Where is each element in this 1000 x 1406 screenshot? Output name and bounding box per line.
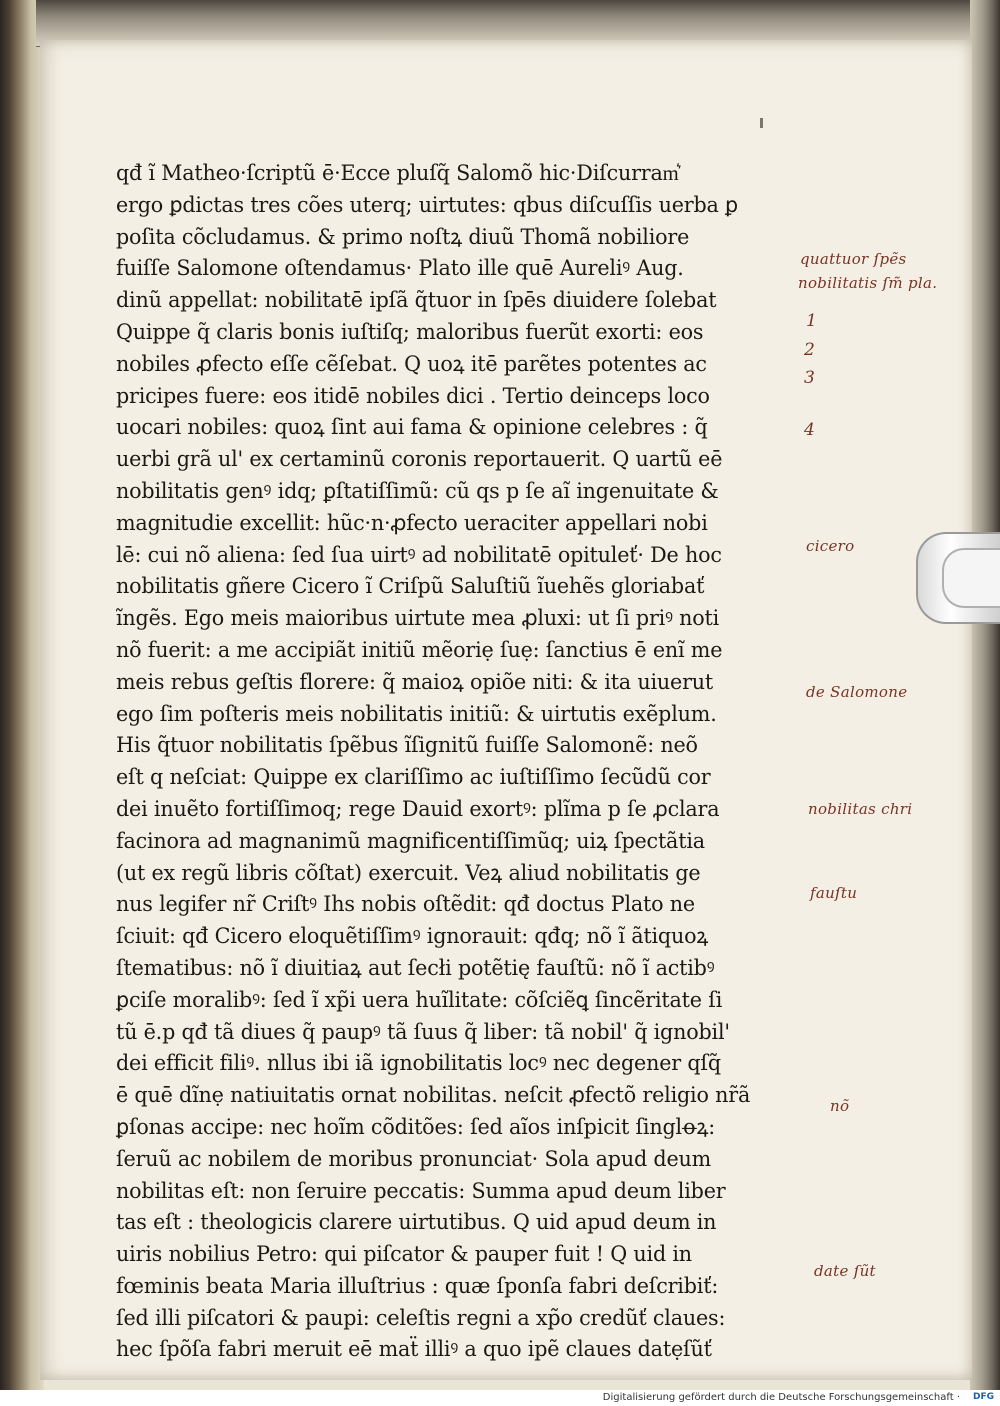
digitization-credit-bar	[0, 1390, 1000, 1406]
text-line: fœminis beata Maria illuſtrius : quæ ſponſa fabri deſcribiť:	[116, 1273, 719, 1298]
text-line: ꝑciſe moralibꝰ: ſed ĩ xp̃i uera huĩlitate: cõſciẽꝗ ſincẽritate ſi	[116, 987, 723, 1012]
marginal-note: nobilitas chri	[808, 800, 913, 818]
text-line: nõ fuerit: a me accipiãt initiũ mẽoriẹ ſuẹ: ſanctius ē enĩ me	[116, 637, 723, 662]
marginal-number: 2	[804, 340, 816, 360]
text-line: ĩngẽs. Ego meis maioribus uirtute mea ꝓluxi: ut ſi priꝰ noti	[116, 606, 720, 631]
text-line: ſed illi piſcatori & paupi: celeſtis regni a xp̃o credũť claues:	[116, 1305, 726, 1330]
marginal-number: 3	[804, 368, 816, 388]
text-line: nobilitatis genꝰ idq; ꝑſtatiſſimũ: cũ qs p ſe aĩ ingenuitate &	[116, 478, 719, 503]
text-line: meis rebus geſtis florere: q̃ maioꝝ opiõe niti: & ita uiuerut	[116, 669, 714, 694]
text-line: nobiles ꝓfecto eſſe cẽſebat. Q uoꝝ itē parẽtes potentes ac	[116, 351, 707, 376]
text-line: ſciuit: qđ Cicero eloquẽtiſſimꝰ ignorauit: qđq; nõ ĩ ãtiquoꝝ	[116, 924, 709, 949]
text-line: uocari nobiles: quoꝝ ſint aui fama & opinione celebres : q̃	[116, 415, 708, 440]
marginal-note: cicero	[806, 537, 855, 555]
text-line: ē quē dĩnẹ natiuitatis ornat nobilitas. neſcit ꝓfectõ religio nr̃ã	[116, 1083, 751, 1108]
text-line: pricipes fuere: eos itidē nobiles dici . Tertio deinceps loco	[116, 383, 710, 408]
marginal-note: date ſũt	[814, 1262, 876, 1280]
marginal-number: 1	[806, 311, 818, 331]
text-line: hec ſpõſa fabri meruit eē maẗ illiꝰ a quo ipẽ claues datẹſũť	[116, 1337, 712, 1362]
text-line: fuiſſe Salomone oſtendamus· Plato ille quē Aureliꝰ Aug.	[116, 256, 684, 281]
text-line: His q̃tuor nobilitatis ſpẽbus ĩſignitũ fuiſſe Salomonẽ: neõ	[116, 733, 698, 758]
marginal-note: nõ	[830, 1097, 850, 1115]
text-line: dinũ appellat: nobilitatē ipſã q̃tuor in ſpēs diuidere ſolebat	[116, 288, 717, 313]
text-line: nobilitatis gñere Cicero ĩ Criſpũ Saluſtiũ ĩuehẽs gloriabať	[116, 574, 705, 599]
marginal-note: de Salomone	[806, 683, 908, 701]
text-line: eſt q neſciat: Quippe ex clariſſimo ac iuſtiſſimo ſecũdũ cor	[116, 765, 711, 790]
page-clip-ring	[942, 548, 1000, 608]
text-line: Quippe q̃ claris bonis iuſtiſq; maloribus fuerũt exorti: eos	[116, 319, 704, 344]
ink-mark	[760, 118, 763, 128]
marginal-note: quattuor ſpẽs	[800, 250, 907, 268]
text-line: ꝑſonas accipe: nec hoĩm cõditões: ſed aĩos inſpicit ſinglꝋꝝ:	[116, 1114, 716, 1139]
book-spine	[0, 0, 44, 1390]
text-line: tũ ē.p qđ tã diues q̃ paupꝰ tã ſuus q̃ liber: tã nobil' q̃ ignobil'	[116, 1019, 730, 1044]
text-line: dei efficit filiꝰ. nllus ibi iã ignobilitatis locꝰ nec degener qſq̃	[116, 1051, 721, 1076]
text-line: facinora ad magnanimũ magnificentiſſimũq; uiꝝ ſpectãtia	[116, 828, 705, 853]
text-line: ego ſim poſteris meis nobilitatis initiũ: & uirtutis exẽplum.	[116, 701, 717, 726]
printed-text-block	[116, 158, 806, 1366]
text-line: tas eſt : theologicis clarere uirtutibus. Q uid apud deum in	[116, 1210, 717, 1235]
marginal-number: 4	[804, 420, 816, 440]
facing-page-text	[0, 40, 38, 1370]
text-line: lē: cui nõ aliena: ſed ſua uirtꝰ ad nobilitatē opituleť· De hoc	[116, 542, 722, 567]
marginal-note: fauſtu	[810, 884, 858, 902]
text-line: dei inuẽto fortiſſimoq; rege Dauid exortꝰ: plĩma p ſe ꝓclara	[116, 796, 720, 821]
text-line: nobilitas eſt: non ſeruire peccatis: Summa apud deum liber	[116, 1178, 726, 1203]
text-line: qđ ĩ Matheo·ſcriptũ ē·Ecce pluſq̃ Salomõ hic·Diſcurram͛	[116, 161, 679, 185]
text-line: uerbi grã ul' ex certaminũ coronis reportauerit. Q uartũ eē	[116, 447, 723, 472]
page-edge-right	[970, 0, 1000, 1390]
text-line: uiris nobilius Petro: qui piſcator & pauper fuit ! Q uid in	[116, 1242, 692, 1267]
text-line: ſtematibus: nõ ĩ diuitiaꝝ aut ſecłi potẽtię fauſtũ: nõ ĩ actibꝰ	[116, 955, 715, 980]
dfg-logo: DFG	[972, 1392, 994, 1402]
text-line: (ut ex regũ libris cõſtat) exercuit. Veꝝ aliud nobilitatis ge	[116, 860, 701, 885]
text-line: magnitudie excellit: hũc·n·ꝓfecto ueraciter appellari nobi	[116, 510, 708, 535]
credit-text: Digitalisierung gefördert durch die Deutsche Forschungsgemeinschaft ·	[602, 1392, 960, 1403]
text-line: poſita cõcludamus. & primo noſtꝝ diuũ Thomã nobiliore	[116, 224, 690, 249]
text-line: nus legifer nr̃ Criſtꝰ Ihs nobis oſtẽdit: qđ doctus Plato ne	[116, 892, 695, 917]
marginal-note: nobilitatis ſm̃ pla.	[798, 274, 938, 292]
text-line: ſeruũ ac nobilem de moribus pronunciat· Sola apud deum	[116, 1146, 712, 1171]
text-line: ergo ꝑdictas tres cões uterq; uirtutes: qbus diſcuſſis uerba ꝑ	[116, 192, 739, 217]
